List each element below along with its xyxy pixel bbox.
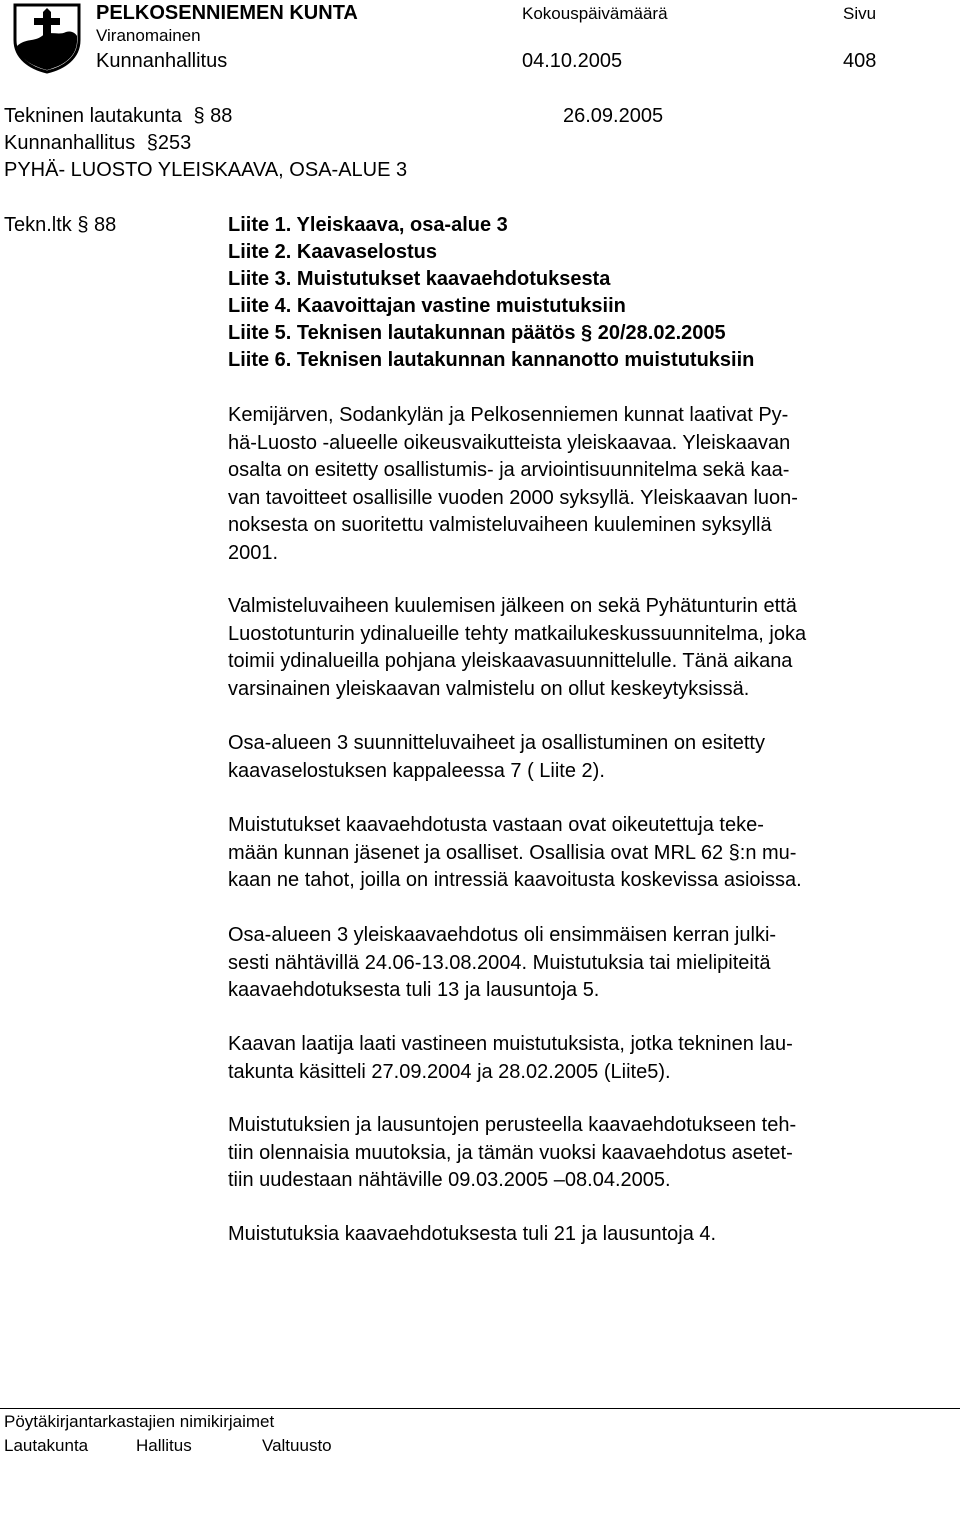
committee-line (4, 103, 232, 129)
paragraph-line: kaan ne tahot, joilla on intressiä kaavoitusta koskevissa asioissa. (228, 869, 802, 891)
attachment-item: Liite 4. Kaavoittajan vastine muistutuksiin (228, 295, 626, 317)
attachment-item: Liite 5. Teknisen lautakunnan päätös § 20/28.02.2005 (228, 322, 726, 344)
paragraph-line: sesti nähtävillä 24.06-13.08.2004. Muistutuksia tai mielipiteitä (228, 951, 771, 974)
attachment-item: Liite 3. Muistutukset kaavaehdotuksesta (228, 268, 611, 290)
attachment-item: Liite 2. Kaavaselostus (228, 241, 437, 263)
paragraph-response (228, 1031, 918, 1086)
paragraph-line: van tavoitteet osallisille vuoden 2000 syksyllä. Yleiskaavan luon- (228, 486, 798, 509)
paragraph-line: varsinainen yleiskaavan valmistelu on ollut keskeytyksissä. (228, 677, 750, 700)
document-title: PYHÄ- LUOSTO YLEISKAAVA, OSA-ALUE 3 (4, 159, 408, 181)
signatures-label: Pöytäkirjantarkastajien nimikirjaimet (4, 1412, 275, 1431)
attachments-list (228, 212, 754, 374)
paragraph-line: osalta on esitetty osallistumis- ja arviointisuunnitelma sekä kaa- (228, 459, 790, 481)
paragraph-line: 2001. (228, 541, 279, 564)
paragraph-background (228, 402, 918, 567)
paragraph-line: Osa-alueen 3 yleiskaavaehdotus oli ensimmäisen kerran julki- (228, 924, 777, 946)
meeting-date: 04.10.2005 (522, 50, 623, 72)
board-name: Kunnanhallitus (4, 132, 136, 154)
paragraph-line: Luostotunturin ydinalueille tehty matkailukeskussuunnitelma, joka (228, 622, 807, 645)
paragraph-line: kaavaehdotuksesta tuli 13 ja lausuntoja 5. (228, 979, 600, 1001)
authority-label: Viranomainen (96, 26, 201, 45)
paragraph-changes (228, 1112, 918, 1195)
board-section-ref: §253 (146, 132, 192, 154)
paragraph-phases (228, 730, 918, 785)
committee-name: Tekninen lautakunta (4, 105, 182, 127)
paragraph-first-display (228, 922, 918, 1005)
page-number: 408 (843, 50, 877, 72)
paragraph-line: mään kunnan jäsenet ja osalliset. Osallisia ovat MRL 62 §:n mu- (228, 841, 797, 864)
page-label: Sivu (843, 4, 877, 23)
attachment-item: Liite 6. Teknisen lautakunnan kannanotto muistutuksiin (228, 349, 755, 371)
paragraph-line: tiin uudestaan nähtäville 09.03.2005 –08.04.2005. (228, 1169, 671, 1191)
footer-col-board: Hallitus (136, 1436, 192, 1455)
paragraph-line: Osa-alueen 3 suunnitteluvaiheet ja osallistuminen on esitetty (228, 732, 765, 754)
municipal-crest-logo (12, 2, 82, 74)
committee-date: 26.09.2005 (563, 105, 664, 127)
paragraph-line: Kaavan laatija laati vastineen muistutuksista, jotka tekninen lau- (228, 1033, 793, 1055)
paragraph-line: Muistutuksien ja lausuntojen perusteella kaavaehdotukseen teh- (228, 1114, 797, 1136)
footer-divider (0, 1408, 960, 1409)
footer-col-council: Valtuusto (262, 1436, 332, 1455)
paragraph-line: Valmisteluvaiheen kuulemisen jälkeen on sekä Pyhätunturin että (228, 595, 797, 617)
attachments-ref: Tekn.ltk § 88 (4, 214, 117, 236)
committee-section-ref: § 88 (193, 105, 233, 127)
paragraph-second-display (228, 1221, 918, 1249)
paragraph-line: noksesta on suoritettu valmisteluvaiheen kuuleminen syksyllä (228, 514, 772, 536)
paragraph-line: toimii ydinalueilla pohjana yleiskaavasuunnittelulle. Tänä aikana (228, 650, 793, 672)
organization-name: PELKOSENNIEMEN KUNTA (96, 2, 358, 24)
paragraph-line: Kemijärven, Sodankylän ja Pelkosenniemen kunnat laativat Py- (228, 404, 789, 426)
authority-name: Kunnanhallitus (96, 50, 228, 72)
paragraph-line: tiin olennaisia muutoksia, ja tämän vuoksi kaavaehdotus asetet- (228, 1141, 793, 1164)
footer-col-committee: Lautakunta (4, 1436, 89, 1455)
paragraph-objections (228, 812, 918, 895)
paragraph-line: takunta käsitteli 27.09.2004 ja 28.02.2005 (Liite5). (228, 1060, 671, 1083)
paragraph-planning (228, 593, 918, 703)
paragraph-line: hä-Luosto -alueelle oikeusvaikutteista yleiskaavaa. Yleiskaavan (228, 431, 791, 454)
board-line (4, 130, 191, 156)
paragraph-line: Muistutukset kaavaehdotusta vastaan ovat oikeutettuja teke- (228, 814, 764, 836)
paragraph-line: Muistutuksia kaavaehdotuksesta tuli 21 ja lausuntoja 4. (228, 1223, 717, 1245)
attachment-item: Liite 1. Yleiskaava, osa-alue 3 (228, 214, 508, 236)
paragraph-line: kaavaselostuksen kappaleessa 7 ( Liite 2). (228, 759, 605, 782)
meeting-date-label: Kokouspäivämäärä (522, 4, 668, 23)
